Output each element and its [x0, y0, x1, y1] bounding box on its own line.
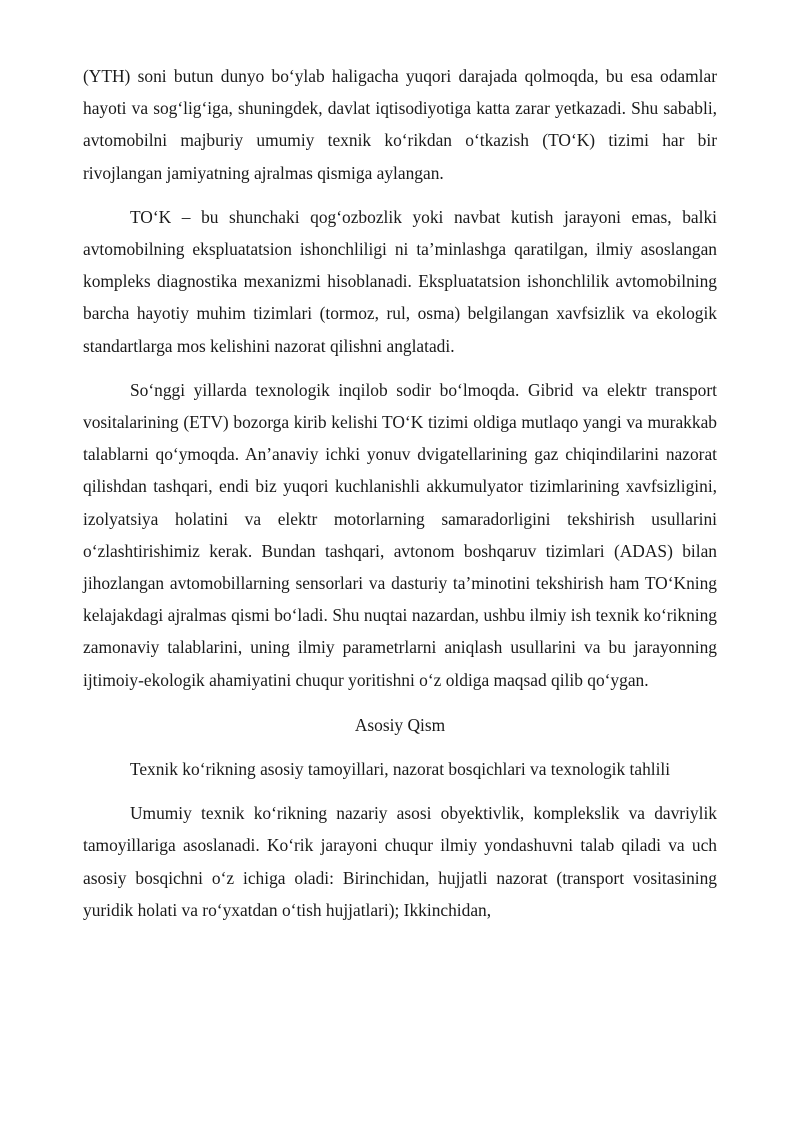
- section-heading: Asosiy Qism: [354, 714, 446, 735]
- paragraph-technology-revolution: So‘nggi yillarda texnologik inqilob sodir bo‘lmoqda. Gibrid va elektr transport vositalarining (ETV) bozorga kirib kelishi TO‘K tizimi oldiga mutlaqo yangi va murakkab talablarni qo‘ymoqda. An’anaviy ichki yonuv dvigatellarining gaz chiqindilarini nazorat qilishdan tashqari, endi biz yuqori kuchlanishli akkumulyator tizimlarining xavfsizligini, izolyatsiya holatini va elektr motorlarning samaradorligini tekshirish usullarini o‘zlashtirishimiz kerak. Bundan tashqari, avtonom boshqaruv tizimlari (ADAS) bilan jihozlangan avtomobillarning sensorlari va dasturiy ta’minotini tekshirish ham TO‘Kning kelajakdagi ajralmas qismi bo‘ladi. Shu nuqtai nazardan, ushbu ilmiy ish texnik ko‘rikning zamonaviy talablarini, uning ilmiy parametrlarni aniqlash usullarini va bu jarayonning ijtimoiy-ekologik ahamiyatini chuqur yoritishni o‘z oldiga maqsad qilib qo‘ygan.: [83, 379, 717, 690]
- subsection-heading: Texnik ko‘rikning asosiy tamoyillari, nazorat bosqichlari va texnologik tahlili: [129, 759, 671, 780]
- paragraph-continuation: (YTH) soni butun dunyo bo‘ylab haligacha yuqori darajada qolmoqda, bu esa odamlar hayoti va sog‘lig‘iga, shuningdek, davlat iqtisodiyotiga katta zarar yetkazadi. Shu sababli, avtomobilni majburiy umumiy texnik ko‘rikdan o‘tkazish (TO‘K) tizimi har bir rivojlangan jamiyatning ajralmas qismiga aylangan.: [83, 66, 717, 183]
- document-body: [83, 60, 717, 926]
- paragraph-principles: Umumiy texnik ko‘rikning nazariy asosi obyektivlik, komplekslik va davriylik tamoyillariga asoslanadi. Ko‘rik jarayoni chuqur ilmiy yondashuvni talab qiladi va uch asosiy bosqichni o‘z ichiga oladi: Birinchidan, hujjatli nazorat (transport vositasining yuridik holati va ro‘yxatdan o‘tish hujjatlari); Ikkinchidan,: [83, 803, 717, 920]
- paragraph-tok-definition: TO‘K – bu shunchaki qog‘ozbozlik yoki navbat kutish jarayoni emas, balki avtomobilning ekspluatatsion ishonchliligi ni ta’minlashga qaratilgan, ilmiy asoslangan kompleks diagnostika mexanizmi hisoblanadi. Ekspluatatsion ishonchlilik avtomobilning barcha hayotiy muhim tizimlari (tormoz, rul, osma) belgilangan xavfsizlik va ekologik standartlarga mos kelishini nazorat qilishni anglatadi.: [83, 206, 717, 356]
